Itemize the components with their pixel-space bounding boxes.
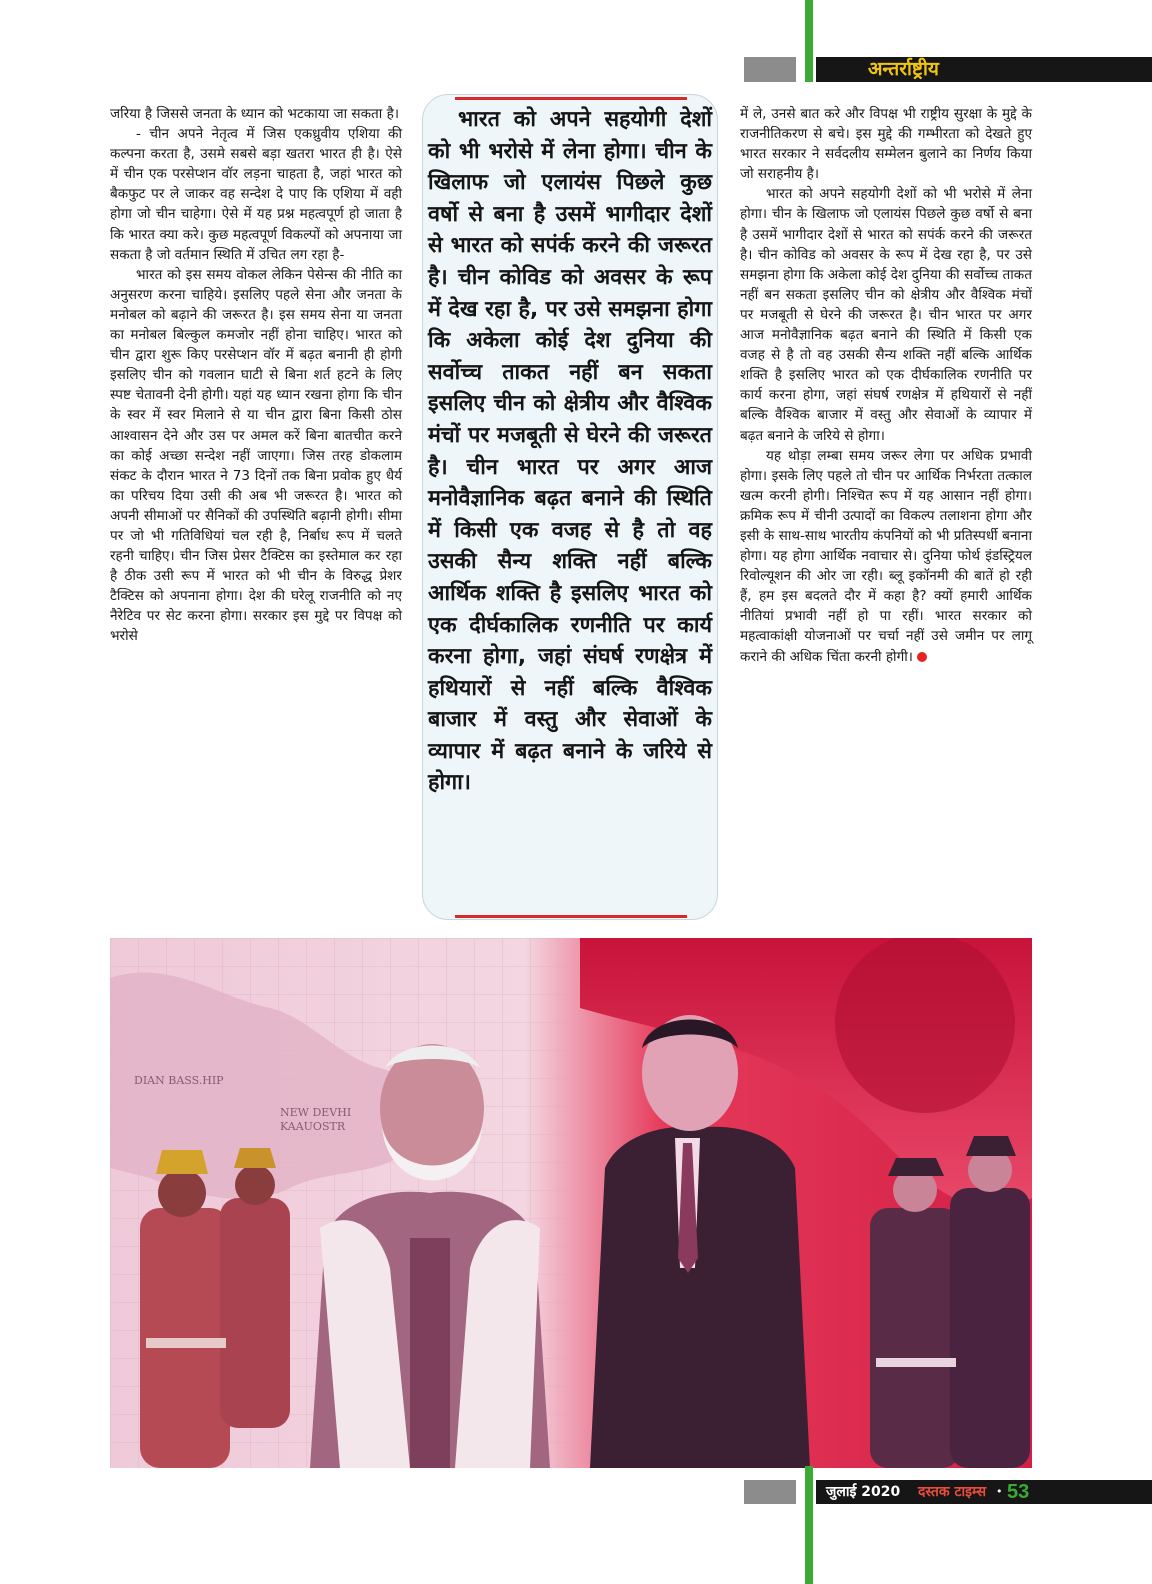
feature-photo: [110, 938, 1032, 1468]
right-paragraph-2: भारत को अपने सहयोगी देशों को भी भरोसे में लेना होगा। चीन के खिलाफ जो एलायंस पिछले कुछ वर्षो से बना है उसमें भागीदार देशों से भारत को सपंर्क करने की जरूरत है। चीन कोविड को अवसर के रूप में देख रहा है, पर उसे समझना होगा कि अकेला कोई देश दुनिया की सर्वोच्च ताकत नहीं बन सकता इसलिए चीन को क्षेत्रीय और वैश्विक मंचों पर मजबूती से घेरने की जरूरत है। चीन भारत पर अगर आज मनोवैज्ञानिक बढ़त बनाने की स्थिति में किसी एक वजह से है तो वह उसकी सैन्य शक्ति नहीं बल्कि आर्थिक शक्ति है इसलिए भारत को एक दीर्घकालिक रणनीति पर कार्य करना होगा, जहां संघर्ष रणक्षेत्र में हथियारों से नहीं बल्कि वैश्विक बाजार में वस्तु और सेवाओं के व्यापार में बढ़त बनाने के जरिये से होगा।: [740, 186, 1032, 444]
left-paragraph-2: - चीन अपने नेतृत्व में जिस एकध्रुवीय एशिया की कल्पना करता है, उसमे सबसे बड़ा खतरा भारत ही है। ऐसे में चीन एक परसेप्शन वॉर लड़ना चाहता है, जहां भारत को बैकफुट पर ले जाकर वह सन्देश दे पाए कि एशिया में वही होगा जो चीन चाहेगा। ऐसे में यह प्रश्न महत्वपूर्ण हो जाता है कि भारत क्या करे। कुछ महत्वपूर्ण विकल्पों को अपनाया जा सकता है जो वर्तमान स्थिति में उचित लग रहा है-: [110, 126, 402, 263]
right-paragraph-3: [740, 446, 1032, 667]
section-title: अन्तर्राष्ट्रीय: [868, 58, 939, 80]
right-paragraph-1: में ले, उनसे बात करे और विपक्ष भी राष्ट्रीय सुरक्षा के मुद्दे के राजनीतिकरण से बचे। इस मुद्दे की गम्भीरता को देखते हुए भारत सरकार ने सर्वदलीय सम्मेलन बुलाने का निर्णय किया जो सराहनीय है।: [740, 106, 1032, 183]
left-paragraph-3: भारत को इस समय वोकल लेकिन पेसेन्स की नीति का अनुसरण करना चाहिये। इसलिए पहले सेना और जनता के मनोबल को बढ़ाने की जरूरत है। इस समय सेना या जनता का मनोबल बिल्कुल कमजोर नहीं होना चाहिए। भारत को चीन द्वारा शुरू किए परसेप्शन वॉर में बढ़त बनानी ही होगी इसलिए चीन को गवलान घाटी से बिना शर्त हटने के लिए स्पष्ट चेतावनी देनी होगी। यहां यह ध्यान रखना होगा कि चीन के स्वर में स्वर मिलाने से या चीन द्वारा बिना किसी ठोस आश्वासन देने और उस पर अमल करें बिना बातचीत करने का कोई अच्छा सन्देश नहीं जाएगा। जिस तरह डोकलाम संकट के दौरान भारत ने 73 दिनों तक बिना प्रवोक हुए धैर्य का परिचय दिया उसी की अब भी जरूरत है। भारत को अपनी सीमाओं पर सैनिकों की उपस्थिति बढ़ानी होगी। सीमा पर जो भी गतिविधियां चल रही है, निर्बाध रूप में चलते रहनी चाहिए। चीन जिस प्रेसर टैक्टिस का इस्तेमाल कर रहा है ठीक उसी रूप में भारत को भी चीन के विरुद्ध प्रेशर टैक्टिस को अपनाना होगा। देश की घरेलू राजनीति को नए नैरेटिव पर सेट करना होगा। सरकार इस मुद्दे पर विपक्ष को भरोसे: [110, 266, 402, 645]
pull-quote-bottom-rule: [455, 915, 687, 918]
header-black-band: [816, 57, 1152, 82]
pull-quote: [428, 104, 712, 799]
footer-green-bar: [805, 1466, 813, 1584]
left-paragraph-1: जरिया है जिससे जनता के ध्यान को भटकाया जा सकता है।: [110, 106, 399, 122]
dark-globe: [835, 938, 1015, 1113]
page-number: 53: [1007, 1481, 1030, 1503]
photo-illustration: [110, 938, 1032, 1468]
footer-separator: •: [996, 1485, 1003, 1498]
pull-quote-top-rule: [455, 97, 687, 100]
right-paragraph-3-text: यह थोड़ा लम्बा समय जरूर लेगा पर अधिक प्रभावी होगा। इसके लिए पहले तो चीन पर आर्थिक निर्भरता तत्काल खत्म करनी होगी। निश्चित रूप में यह आसान नहीं होगा। क्रमिक रूप में चीनी उत्पादों का विकल्प तलाशना होगा और इसी के साथ-साथ भारतीय कंपनियों को भी प्रतिस्पर्धी बनाना होगा। यह होगा आर्थिक नवाचार से। दुनिया फोर्थ इंडस्ट्रियल रिवोल्यूशन की ओर जा रही। ब्लू इकॉनमी की बातें हो रही हैं, हम इस बदलते दौर में कहा है? क्यों हमारी आर्थिक नीतियां प्रभावी नहीं हो पा रहीं। भारत सरकार को महत्वाकांक्षी योजनाओं पर चर्चा नहीं उसे जमीन पर लागू कराने की अधिक चिंता करनी होगी।: [740, 447, 1032, 665]
footer-gray-block: [744, 1480, 796, 1504]
map-label-3: KAAUOSTR: [280, 1120, 346, 1133]
pull-quote-text: भारत को अपने सहयोगी देशों को भी भरोसे में लेना होगा। चीन के खिलाफ जो एलायंस पिछले कुछ वर्षो से बना है उसमें भागीदार देशों से भारत को सपंर्क करने की जरूरत है। चीन कोविड को अवसर के रूप में देख रहा है, पर उसे समझना होगा कि अकेला कोई देश दुनिया की सर्वोच्च ताकत नहीं बन सकता इसलिए चीन को क्षेत्रीय और वैश्विक मंचों पर मजबूती से घेरने की जरूरत है। चीन भारत पर अगर आज मनोवैज्ञानिक बढ़त बनाने की स्थिति में किसी एक वजह से है तो वह उसकी सैन्य शक्ति नहीं बल्कि आर्थिक शक्ति है इसलिए भारत को एक दीर्घकालिक रणनीति पर कार्य करना होगा, जहां संघर्ष रणक्षेत्र में हथियारों से नहीं बल्कि वैश्विक बाजार में वस्तु और सेवाओं के व्यापार में बढ़त बनाने के जरिये से होगा।: [428, 107, 712, 796]
footer-date: जुलाई 2020: [826, 1484, 901, 1500]
left-column: [110, 104, 402, 647]
right-column: [740, 104, 1032, 667]
map-label-2: NEW DEVHI: [280, 1106, 352, 1119]
header-gray-block: [744, 57, 796, 82]
footer-magazine-logo: दस्तक टाइम्स: [918, 1484, 987, 1500]
header-green-bar: [805, 0, 813, 82]
map-label-1: DIAN BASS.HIP: [134, 1074, 224, 1087]
article-end-dot: [917, 652, 927, 662]
